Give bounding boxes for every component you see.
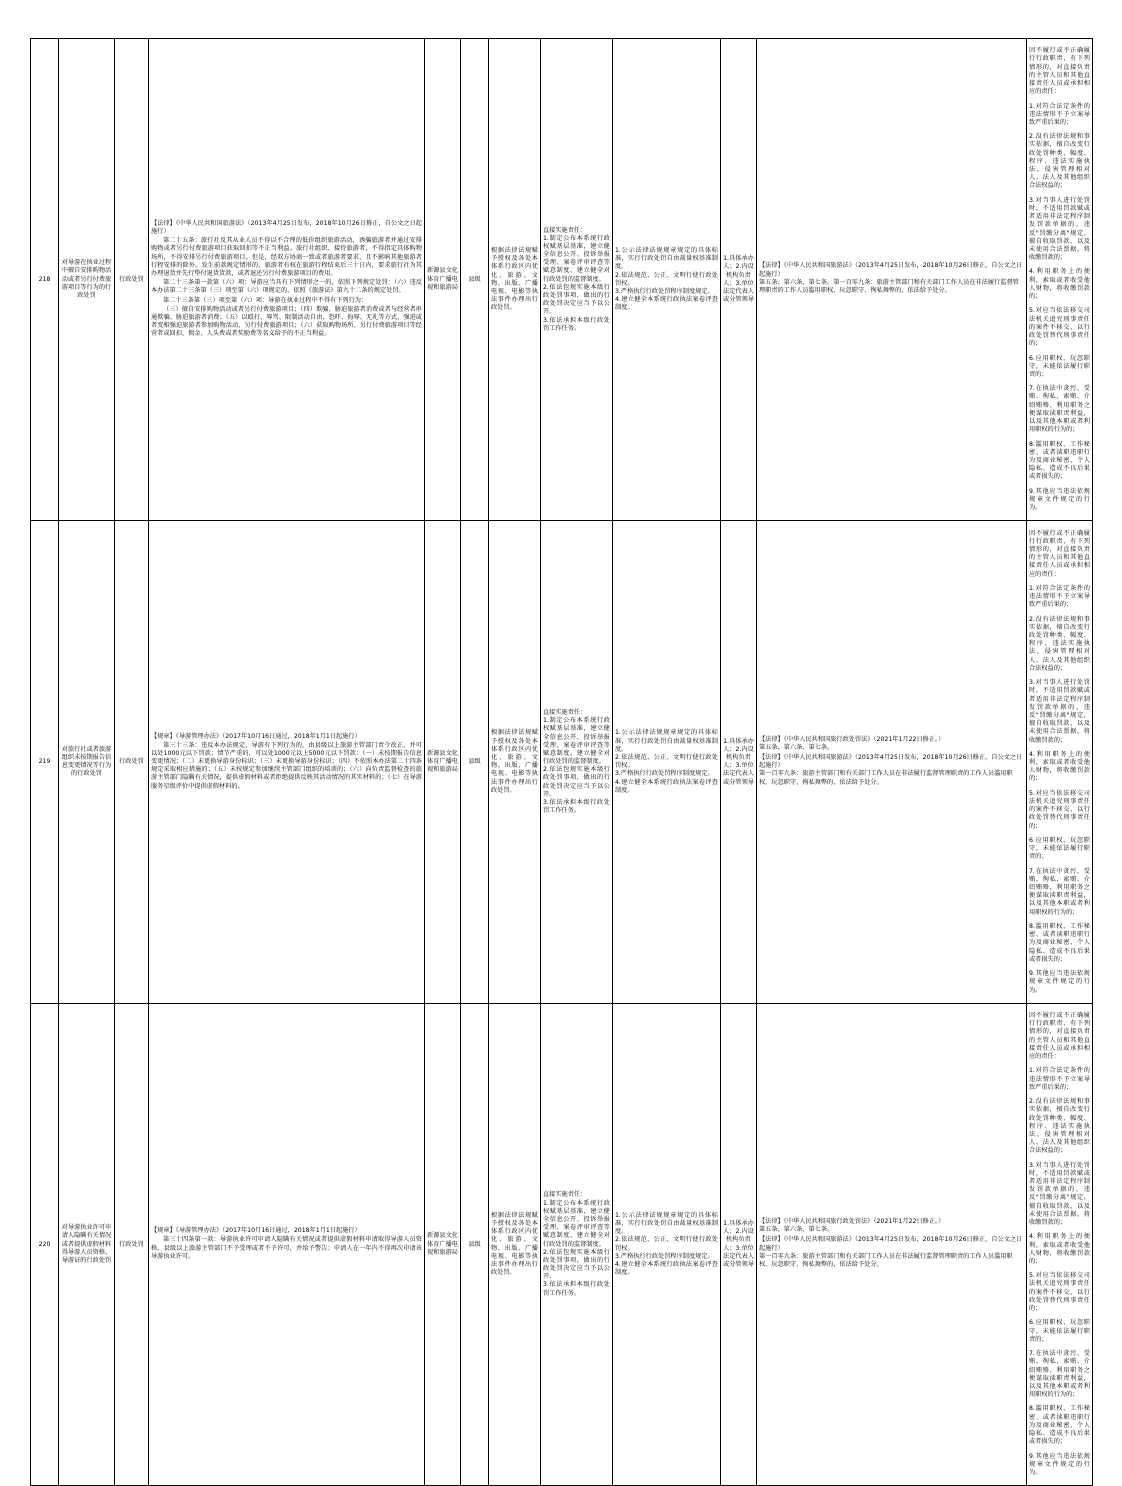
power-type: 行政处罚 (115, 39, 149, 521)
administrative-level: 县级 (461, 521, 489, 1003)
legal-basis: 【规章】《导游管理办法》（2017年10月16日通过，2018年1月1日起施行） 第三十四条第一款：导游执业许可申请人隐瞒有关情况或者提供虚假材料申请取得导游人员资格、县级以上旅游主管部门不予受理或者不予许可，并给予警告；申请人在一年内不得再次申请该导游执业许可。 (149, 1003, 425, 1485)
legal-basis: 【法律】《中华人民共和国旅游法》（2013年4月25日发布，2018年10月26日修正，自公文之日起施行） 第二十五条：旅行社及其从业人员不得以不合理的低价组织旅游活动，诱骗旅游者并通过安排购物或者另行付费旅游项目获取回扣等不正当利益。旅行社组织、接待旅游者，不得指定具体购物场所，不得安排另行付费旅游项目。但是，经双方协商一致或者旅游者要求，且不影响其他旅游者行程安排的除外。发生前款规定情形的，旅游者有权在旅游行程结束后三十日内，要求旅行社为其办理退货并先行垫付退货货款，或者退还另行付费旅游项目的费用。 第二十三条第一款第（六）项：导游应当具有下列情形之一的，依照下列规定处罚：（六）违反本办法第二十三条第（三）项至第（六）项规定的，依照《旅游法》第九十二条的规定处罚。 第二十三条第（三）项至第（六）项：导游在执业过程中不得有下列行为： （三）擅自安排购物活动或者另行付费旅游项目；（四）欺骗、胁迫旅游者消费或者与经营者串通欺骗、胁迫旅游者消费；（五）以殴打、辱骂、限制活动自由、恐吓、侮辱、无礼等方式，强迫或者变相强迫旅游者参加购物活动、另行付费旅游项目；（六）获取购物场所、另行付费旅游项目等经营者或回扣、佣金、人头费或者奖励费等名义给予的不正当利益。 (149, 39, 425, 521)
authority-scope: 根据法律法规赋予授权及各处本体系行政区内优化、旅游、文物、出版、广播电视、电影等执法事件办理出行政处罚。 (489, 521, 541, 1003)
row-number: 219 (31, 521, 59, 1003)
power-type: 行政处罚 (115, 521, 149, 1003)
implementing-organ: 新源县文化体育广播电视和旅游局 (425, 521, 461, 1003)
authority-scope: 根据法律法规赋予授权及各处本体系行政区内优化、旅游、文物、出版、广播电视、电影等执法事件办理出行政处罚。 (489, 1003, 541, 1485)
administrative-level: 县级 (461, 39, 489, 521)
duty-list: 1.公示法律法规规章规定的具体标准，实行行政处罚自由裁量权基准制度。 2.依法规范、公正、文明行使行政处罚权。 3.严格执行行政处罚程序制度规定。 4.建立健全本系统行政执法案卷评查制度。 (613, 521, 721, 1003)
accountability-basis (757, 1003, 1027, 1485)
accountability-situations: 因不履行或不正确履行行政职责，有下列情形的，对直接负责的主管人员和其他直接责任人员或承担相应的责任： 1.对符合法定条件的违法情形不予立案导致严重后果的； 2.没有法律法规和事实依据，擅自改变行政处罚种类、幅度、程序、违法实施执法，侵害管理相对人、法人及其他组织合法权益的； 3.对当事人进行处罚时，不适用罚款赋或者适用非法定程序制发罚款单据的，违反"罚缴分离"规定，擅自收取罚款，以及未使用合法票据，将收缴罚款的； 4.利用职务上的便利，索取或者收受他人财物，将收缴罚款的； 5.对应当依法移交司法机关追究刑事责任的案件不移交，以行政处罚替代刑事责任的； 6.应用职权、玩忽职守，未能依法履行职责的； 7.在执法中贪污、受贿、徇私、索贿、介绍贿赂、利用职务之便谋取渎职责利益，以及其他本职或者利用职权的行为的； 8.滥用职权、工作秘密、或者渎职违职行为及商业秘密、个人隐私、造成不良后果或者损失的； 9.其他应当违法依规规章文件规定的行为。 (1027, 521, 1093, 1003)
administrative-level: 县级 (461, 1003, 489, 1485)
权责清单表 (30, 38, 1093, 1486)
row-number: 218 (31, 39, 59, 521)
implementing-organ: 新源县文化体育广播电视和旅游局 (425, 1003, 461, 1485)
accountability-entry: 【法律】《中华人民共和国旅行政处罚法》（2021年1月22日修正。） 第五条、第六条、第七条。 (759, 1218, 945, 1234)
implementing-organ: 新源县文化体育广播电视和旅游局 (425, 39, 461, 521)
accountability-entry: 【法律】《中华人民共和国旅游法》（2013年4月25日发布，2018年10月26日修正，自公文之日起施行） 第一百零九条：旅游主管部门和有关部门工作人员在非法履行监督管理职责的工作人员滥用职权、玩忽职守、徇私舞弊的，依法给予处分。 (759, 753, 1023, 786)
responsibility-items: 直接实施责任： 1.制定公布本系统行政权赋基层基准，建立健全信息公开、投诉举报受理、案卷评审评查等赋意制度、建立健全对行政处罚的监督制度。 2.依法包规实施本级行政处罚事项，做出的行政处罚决定应当予以公开。 3.依法承担本级行政处罚工作任务。 (541, 521, 613, 1003)
accountability-entry: 【法律】《中华人民共和国旅行政处罚法》（2021年1月22日修正。） 第五条、第六条、第七条。 (759, 735, 945, 751)
accountability-entry: 【法律】《中华人民共和国旅游法》（2013年4月25日发布，2018年10月26日修正，自公文之日起施行） 第五条、第六条、第七条。第一百零九条：旅游主管部门和有关部门工作人员在非法履行监督管理职责的工作人员滥用职权、玩忽职守、徇私舞弊的，依法给予处分。 (759, 262, 1023, 294)
power-item-name: 对导游执业许可申请人隐瞒有关情况或者提供虚假材料得导游人员资格、导游证的行政处罚 (59, 1003, 115, 1485)
responsibility-items: 直接实施责任： 1.制定公布本系统行政权赋基层基准，建立健全信息公开、投诉举报受理、案卷评审评查等赋意制度、建立健全对行政处罚的监督制度。 2.依法包规实施本级行政处罚事项，做出的行政处罚决定应当予以公开。 3.依法承担本级行政处罚工作任务。 (541, 1003, 613, 1485)
responsible-person: 1.具体承办人；2.内设机构负责人；3.单位法定代表人或分管领导 (721, 521, 757, 1003)
table-row (31, 1003, 1093, 1485)
accountability-basis (757, 39, 1027, 521)
power-item-name: 对旅行社或者旅游组织未按期报告信息变更情况等行为的行政处罚 (59, 521, 115, 1003)
power-item-name: 对导游在执业过程中擅自安排购物活动或者另行付费旅游项目等行为的行政处罚 (59, 39, 115, 521)
responsible-person: 1.具体承办人；2.内设机构负责人；3.单位法定代表人或分管领导 (721, 39, 757, 521)
legal-basis: 【规章】《导游管理办法》（2017年10月16日通过，2018年1月1日起施行） 第三十三条：违反本办法规定，导游有下列行为的，由县级以上旅游主管部门责令改正，并可以处1000元以下罚款；情节严重的，可以处1000元以上5000元以下罚款：（一）未按期报告信息变更情况；（二）未更换导游身份标识；（三）未更换导游身份标识；（四）不依照本办法第二十四条规定采取相应措施的；（五）未按规定参加继续主管部门组织的培训的；（六）向负责监督检查的旅游主管部门隐瞒有关情况，提供虚假材料或者拒绝提供反映其活动情况的其实材料的；（七）在导游服务星级评价中提供虚假材料的。 (149, 521, 425, 1003)
accountability-situations: 因不履行或不正确履行行政职责，有下列情形的，对直接负责的主管人员和其他直接责任人员或承担相应的责任： 1.对符合法定条件的违法情形不予立案导致严重后果的； 2.没有法律法规和事实依据，擅自改变行政处罚种类、幅度、程序、违法实施执法，侵害管理相对人、法人及其他组织合法权益的； 3.对当事人进行处罚时，不适用罚款赋或者适用非法定程序制发罚款单据的，违反"罚缴分离"规定，擅自收取罚款，以及未使用合法票据，将收缴罚款的； 4.利用职务上的便利，索取或者收受他人财物，将收缴罚款的； 5.对应当依法移交司法机关追究刑事责任的案件不移交，以行政处罚替代刑事责任的； 6.应用职权、玩忽职守，未能依法履行职责的； 7.在执法中贪污、受贿、徇私、索贿、介绍贿赂、利用职务之便谋取渎职责利益，以及其他本职或者利用职权的行为的； 8.滥用职权、工作秘密、或者渎职违职行为及商业秘密、个人隐私、造成不良后果或者损失的； 9.其他应当违法依规规章文件规定的行为。 (1027, 1003, 1093, 1485)
accountability-entry: 【法律】《中华人民共和国旅游法》（2013年4月25日发布，2018年10月26日修正，自公文之日起施行） 第一百零九条：旅游主管部门和有关部门工作人员在非法履行监督管理职责的工作人员滥用职权、玩忽职守、徇私舞弊的，依法给予处分。 (759, 1236, 1023, 1268)
duty-list: 1.公示法律法规规章规定的具体标准，实行行政处罚自由裁量权基准制度。 2.依法规范、公正、文明行使行政处罚权。 3.严格执行行政处罚程序制度规定。 4.建立健全本系统行政执法案卷评查制度。 (613, 39, 721, 521)
responsibility-items: 直接实施责任： 1.制定公布本系统行政权赋基层基准，建立健全信息公开、投诉举报受理、案卷评审评查等赋意制度、建立健全对行政处罚的监督制度。 2.依法包规实施本级行政处罚事项，做出的行政处罚决定应当予以公开。 3.依法承担本级行政处罚工作任务。 (541, 39, 613, 521)
table-row (31, 521, 1093, 1003)
row-number: 220 (31, 1003, 59, 1485)
authority-scope: 根据法律法规赋予授权及各处本体系行政区内优化、旅游、文物、出版、广播电视、电影等执法事件办理出行政处罚。 (489, 39, 541, 521)
duty-list: 1.公示法律法规规章规定的具体标准，实行行政处罚自由裁量权基准制度。 2.依法规范、公正、文明行使行政处罚权。 3.严格执行行政处罚程序制度规定。 4.建立健全本系统行政执法案卷评查制度。 (613, 1003, 721, 1485)
accountability-basis (757, 521, 1027, 1003)
table-row (31, 39, 1093, 521)
power-type: 行政处罚 (115, 1003, 149, 1485)
responsible-person: 1.具体承办人；2.内设机构负责人；3.单位法定代表人或分管领导 (721, 1003, 757, 1485)
accountability-situations: 因不履行或不正确履行行政职责，有下列情形的，对直接负责的主管人员和其他直接责任人员或承担相应的责任： 1.对符合法定条件的违法情形不予立案导致严重后果的； 2.没有法律法规和事实依据，擅自改变行政处罚种类、幅度、程序、违法实施执法，侵害管理相对人、法人及其他组织合法权益的； 3.对当事人进行处罚时，不适用罚款赋或者适用非法定程序制发罚款单据的，违反"罚缴分离"规定，擅自收取罚款，以及未使用合法票据，将收缴罚款的； 4.利用职务上的便利，索取或者收受他人财物，将收缴罚款的； 5.对应当依法移交司法机关追究刑事责任的案件不移交，以行政处罚替代刑事责任的； 6.应用职权、玩忽职守，未能依法履行职责的； 7.在执法中贪污、受贿、徇私、索贿、介绍贿赂、利用职务之便谋取渎职责利益，以及其他本职或者利用职权的行为的； 8.滥用职权、工作秘密、或者渎职违职行为及商业秘密、个人隐私、造成不良后果或者损失的； 9.其他应当违法依规规章文件规定的行为。 (1027, 39, 1093, 521)
